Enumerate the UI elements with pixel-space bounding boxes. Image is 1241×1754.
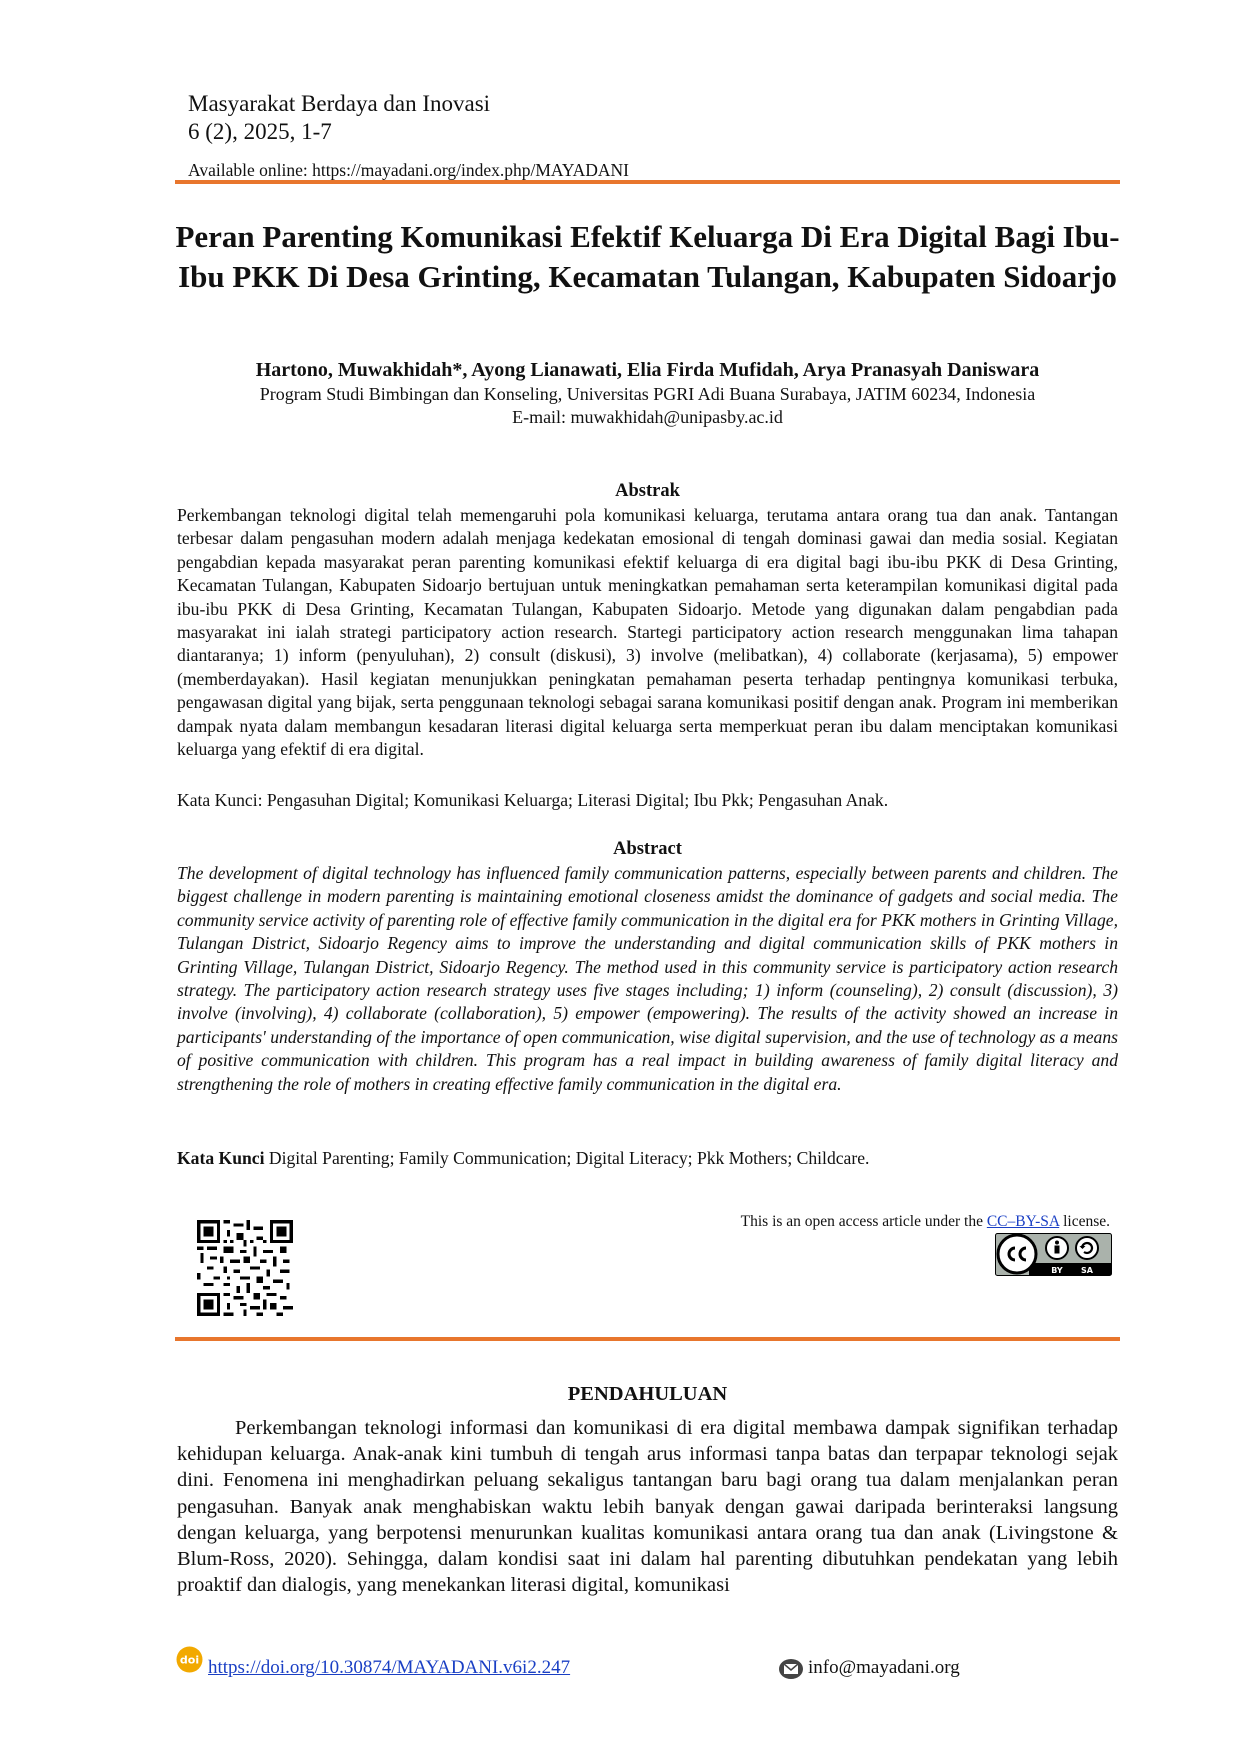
doi-icon	[176, 1646, 203, 1673]
license-suffix: license.	[1059, 1213, 1110, 1230]
license-notice	[600, 1212, 1110, 1232]
doi-link[interactable]: https://doi.org/10.30874/MAYADANI.v6i2.247	[208, 1657, 571, 1678]
header-divider	[175, 180, 1120, 184]
author-list: Hartono, Muwakhidah*, Ayong Lianawati, Elia Firda Mufidah, Arya Pranasyah Daniswara	[255, 359, 1040, 381]
license-link[interactable]: CC–BY-SA	[986, 1213, 1060, 1230]
author-affiliation: Program Studi Bimbingan dan Konseling, Universitas PGRI Adi Buana Surabaya, JATIM 60234, Indonesia	[259, 384, 1036, 404]
journal-header	[188, 90, 490, 146]
email-icon	[778, 1658, 804, 1680]
abstrak-keywords: Kata Kunci: Pengasuhan Digital; Komunikasi Keluarga; Literasi Digital; Ibu Pkk; Pengasuhan Anak.	[177, 790, 889, 810]
abstrak-heading: Abstrak	[615, 481, 680, 501]
journal-available-online: Available online: https://mayadani.org/index.php/MAYADANI	[188, 160, 630, 180]
keywords-label: Kata Kunci	[177, 1148, 265, 1168]
cc-by-sa-icon	[995, 1233, 1112, 1276]
license-prefix: This is an open access article under the	[740, 1213, 987, 1230]
corresponding-email: E-mail: muwakhidah@unipasby.ac.id	[512, 407, 783, 427]
cc-badge-sa-label: SA	[1081, 1266, 1093, 1275]
journal-issue: 6 (2), 2025, 1-7	[188, 119, 332, 144]
abstract-heading: Abstract	[613, 839, 682, 859]
svg-text:doi: doi	[179, 1653, 200, 1667]
qr-code	[197, 1220, 293, 1316]
journal-name: Masyarakat Berdaya dan Inovasi	[188, 91, 491, 116]
article-title: Peran Parenting Komunikasi Efektif Keluarga Di Era Digital Bagi Ibu-Ibu PKK Di Desa Grinting, Kecamatan Tulangan, Kabupaten Sidoarjo	[175, 219, 1120, 294]
abstract-body: The development of digital technology has influenced family communication patterns, especially between parents and children. The biggest challenge in modern parenting is maintaining emotional closeness amidst the dominance of gadgets and social media. The community service activity of parenting role of effective family communication in the digital era for PKK mothers in Grinting Village, Tulangan District, Sidoarjo Regency aims to improve the understanding and digital communication skills of PKK mothers in Grinting Village, Tulangan District, Sidoarjo Regency. The method used in this community service is participatory action research strategy. The participatory action research strategy uses five stages including; 1) inform (counseling), 2) consult (discussion), 3) involve (involving), 4) collaborate (collaboration), 5) empower (empowering). The results of the activity showed an increase in participants' understanding of the importance of open communication, wise digital supervision, and the use of technology as a means of positive communication with children. This program has a real impact in building awareness of family digital literacy and strengthening the role of mothers in creating effective family communication in the digital era.	[177, 863, 1118, 1094]
section-heading: PENDAHULUAN	[567, 1383, 728, 1405]
cc-badge-by-label: BY	[1051, 1266, 1063, 1275]
footer-email[interactable]: info@mayadani.org	[808, 1657, 960, 1678]
abstrak-body: Perkembangan teknologi digital telah memengaruhi pola komunikasi keluarga, terutama antara orang tua dan anak. Tantangan terbesar dalam pengasuhan modern adalah menjaga kedekatan emosional di tengah dominasi gawai dan media sosial. Kegiatan pengabdian kepada masyarakat peran parenting komunikasi efektif keluarga di era digital bagi ibu-ibu PKK di Desa Grinting, Kecamatan Tulangan, Kabupaten Sidoarjo bertujuan untuk meningkatkan pemahaman serta keterampilan komunikasi digital pada ibu-ibu PKK di Desa Grinting, Kecamatan Tulangan, Kabupaten Sidoarjo. Metode yang digunakan dalam pengabdian pada masyarakat ini ialah strategi participatory action research. Startegi participatory action research menggunakan lima tahapan diantaranya; 1) inform (penyuluhan), 2) consult (diskusi), 3) involve (melibatkan), 4) collaborate (kerjasama), 5) empower (memberdayakan). Hasil kegiatan menunjukkan peningkatan pemahaman peserta terhadap pentingnya komunikasi terbuka, pengawasan digital yang bijak, serta penggunaan teknologi sebagai sarana komunikasi positif dengan anak. Program ini memberikan dampak nyata dalam membangun kesadaran literasi digital keluarga serta memperkuat peran ibu dalam menciptakan komunikasi keluarga yang efektif di era digital.	[177, 505, 1118, 760]
keywords-values: Digital Parenting; Family Communication; Digital Literacy; Pkk Mothers; Childcare.	[264, 1148, 870, 1168]
license-divider	[175, 1337, 1120, 1341]
abstract-keywords	[177, 1147, 1118, 1170]
section-paragraph: Perkembangan teknologi informasi dan komunikasi di era digital membawa dampak signifikan terhadap kehidupan keluarga. Anak-anak kini tumbuh di tengah arus informasi tanpa batas dan terpapar teknologi sejak dini. Fenomena ini menghadirkan peluang sekaligus tantangan baru bagi orang tua dalam menjalankan peran pengasuhan. Banyak anak menghabiskan waktu lebih banyak dengan gawai daripada berinteraksi langsung dengan keluarga, yang berpotensi menurunkan kualitas komunikasi antara orang tua dan anak (Livingstone & Blum-Ross, 2020). Sehingga, dalam kondisi saat ini dalam hal parenting dibutuhkan pendekatan yang lebih proaktif dan dialogis, yang menekankan literasi digital, komunikasi	[177, 1417, 1118, 1597]
